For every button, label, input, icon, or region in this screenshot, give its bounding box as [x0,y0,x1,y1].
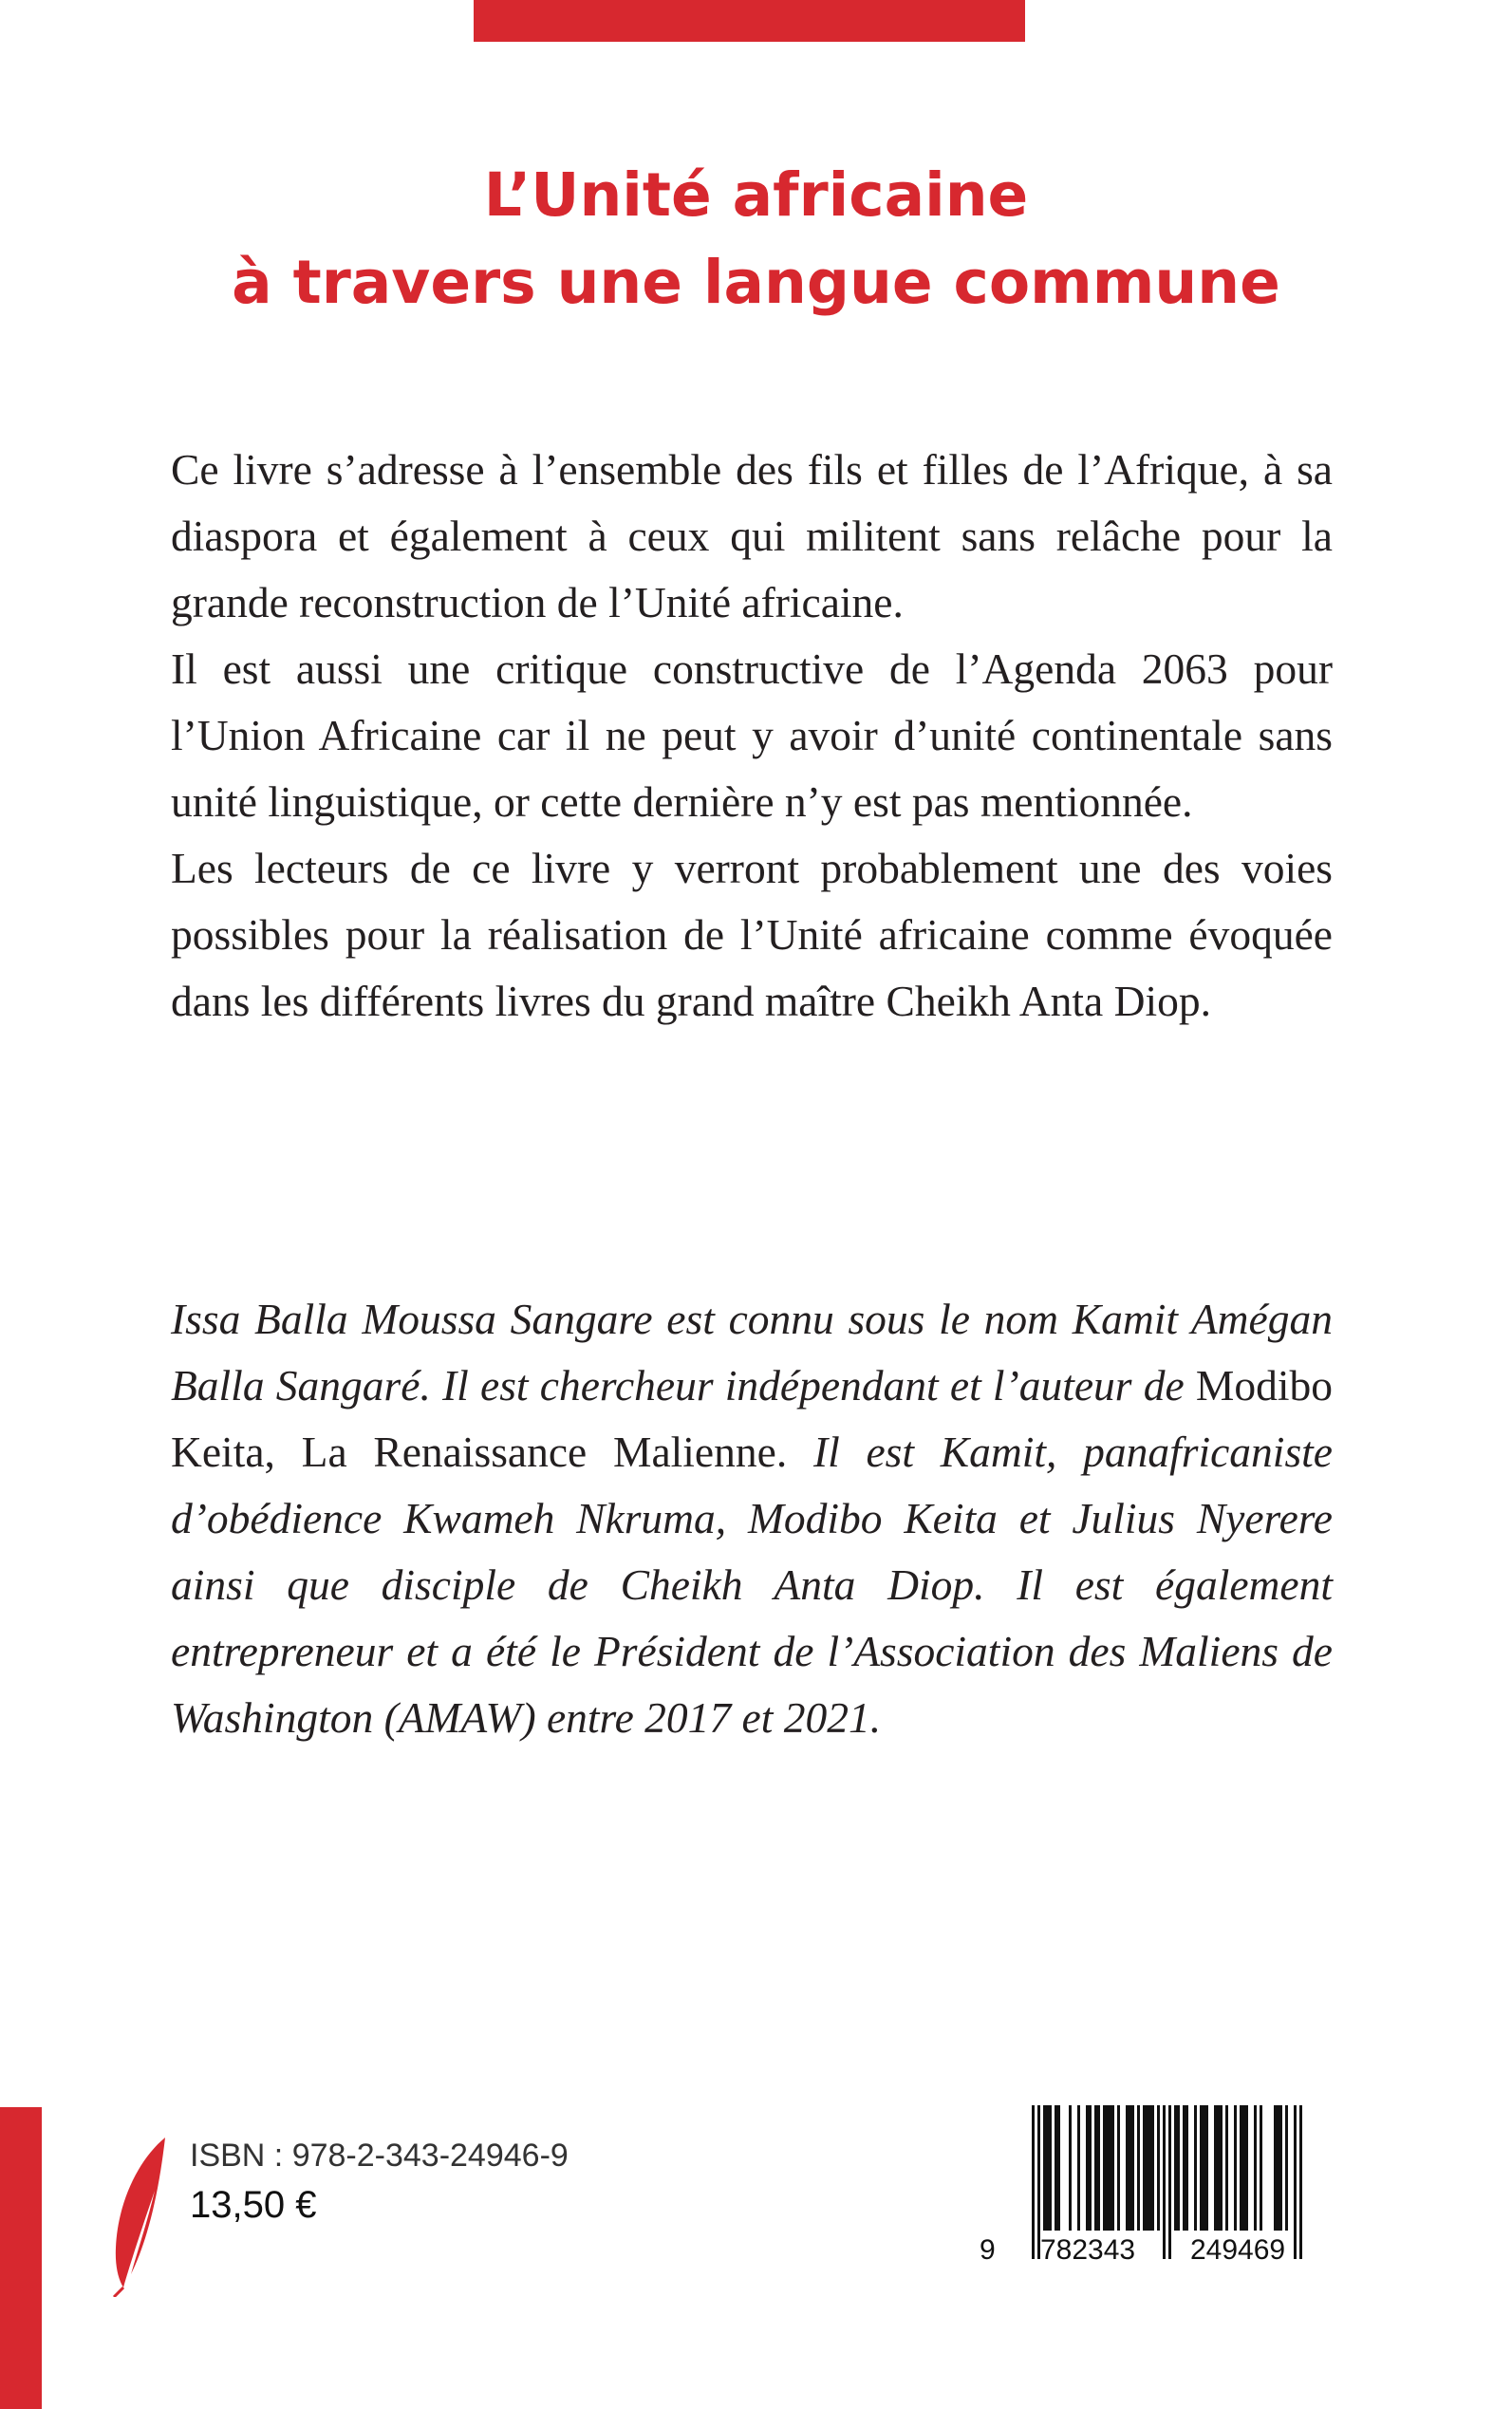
barcode-bar [1077,2105,1080,2231]
barcode-bar [1299,2105,1302,2259]
barcode-bar [1069,2105,1072,2231]
barcode-bar [1043,2105,1046,2231]
price-label: 13,50 € [190,2184,317,2226]
barcode-bar [1109,2105,1111,2231]
summary-paragraph-2: Il est aussi une critique constructive de l’Agenda 2063 pour l’Union Africaine car il ne peut y avoir d’unité continentale sans unité linguistique, or cette dernière n’y est pas mentionnée. [171,644,1333,826]
author-bio-part-1: Issa Balla Moussa Sangare est connu sous le nom Kamit Amégan Balla Sangaré. Il est chercheur indépendant et l’auteur de [171,1295,1333,1410]
isbn-label: ISBN : 978-2-343-24946-9 [190,2138,569,2174]
barcode-bar [1245,2105,1248,2231]
barcode-bar [1057,2105,1060,2231]
summary-paragraph-3: Les lecteurs de ce livre y verront probablement une des voies possibles pour la réalisation de l’Unité africaine comme évoquée dans les différents livres du grand maître Cheikh Anta Diop. [171,844,1333,1025]
barcode-bar [1148,2105,1151,2231]
barcode-bar [1285,2105,1288,2231]
barcode-bar [1131,2105,1134,2231]
top-accent-bar [474,0,1025,42]
barcode-bar [1205,2105,1208,2231]
barcode-bar [1185,2105,1188,2231]
barcode-bar [1137,2105,1140,2231]
author-bio [171,1286,1333,1751]
barcode-bar [1086,2105,1089,2231]
barcode-bar [1214,2105,1217,2231]
back-cover-summary [171,437,1333,1035]
barcode-bar [1146,2105,1148,2231]
barcode-bar [1217,2105,1220,2231]
barcode-bar [1117,2105,1120,2231]
barcode-bar [1046,2105,1049,2231]
quill-icon [110,2136,167,2297]
title-line-2: à travers une langue commune [232,248,1280,317]
barcode-bar [1151,2105,1154,2231]
left-accent-bar [0,2107,42,2409]
barcode-bar [1274,2105,1277,2231]
summary-paragraph-1: Ce livre s’adresse à l’ensemble des fils et filles de l’Afrique, à sa diaspora et également à ceux qui militent sans relâche pour la grande reconstruction de l’Unité africaine. [171,445,1333,626]
barcode-bar [1177,2105,1180,2231]
barcode-digits-right: 249469 [1190,2234,1286,2266]
author-bio-part-2: Il est Kamit, panafricaniste d’obédience Kwameh Nkruma, Modibo Keita et Julius Nyerere ainsi que disciple de Cheikh Anta Diop. Il est également entrepreneur et a été le Président de l’Association des Maliens de Washington (AMAW) entre 2017 et 2021. [171,1428,1333,1742]
barcode-bar [1097,2105,1100,2231]
barcode-bar [1106,2105,1109,2231]
title-line-1: L’Unité africaine [483,160,1029,230]
barcode-bar [1279,2105,1282,2231]
barcode-bar [1254,2105,1257,2231]
barcode-bar [1055,2105,1057,2231]
barcode-bar [1225,2105,1228,2231]
barcode-bar [1157,2105,1160,2231]
barcode-digit-first: 9 [980,2234,996,2266]
barcode-bar [1260,2105,1262,2231]
book-title [0,152,1512,327]
author-book-title: Modibo Keita, La Renaissance Malienne. [171,1361,1333,1476]
barcode-bar [1183,2105,1185,2231]
barcode-bar [1163,2105,1166,2259]
barcode-bar [1200,2105,1203,2231]
barcode-bar [1220,2105,1223,2231]
barcode-bar [1240,2105,1242,2231]
barcode-bar [1129,2105,1131,2231]
barcode-bar [1277,2105,1279,2231]
barcode-bar [1234,2105,1237,2231]
barcode-bar [1089,2105,1092,2231]
barcode-bar [1294,2105,1297,2259]
barcode-digits-left: 782343 [1040,2234,1136,2266]
barcode-bar [1049,2105,1052,2231]
barcode-bar [1032,2105,1035,2259]
barcode-bar [1143,2105,1146,2231]
barcode-bar [1242,2105,1245,2231]
barcode-bar [1111,2105,1114,2231]
barcode-bar [1126,2105,1129,2231]
barcode-bar [1203,2105,1205,2231]
barcode-bar [1094,2105,1097,2231]
barcode-bar [1194,2105,1197,2231]
barcode-bar [1174,2105,1177,2231]
barcode-bar [1168,2105,1171,2259]
barcode-bar [1103,2105,1106,2231]
